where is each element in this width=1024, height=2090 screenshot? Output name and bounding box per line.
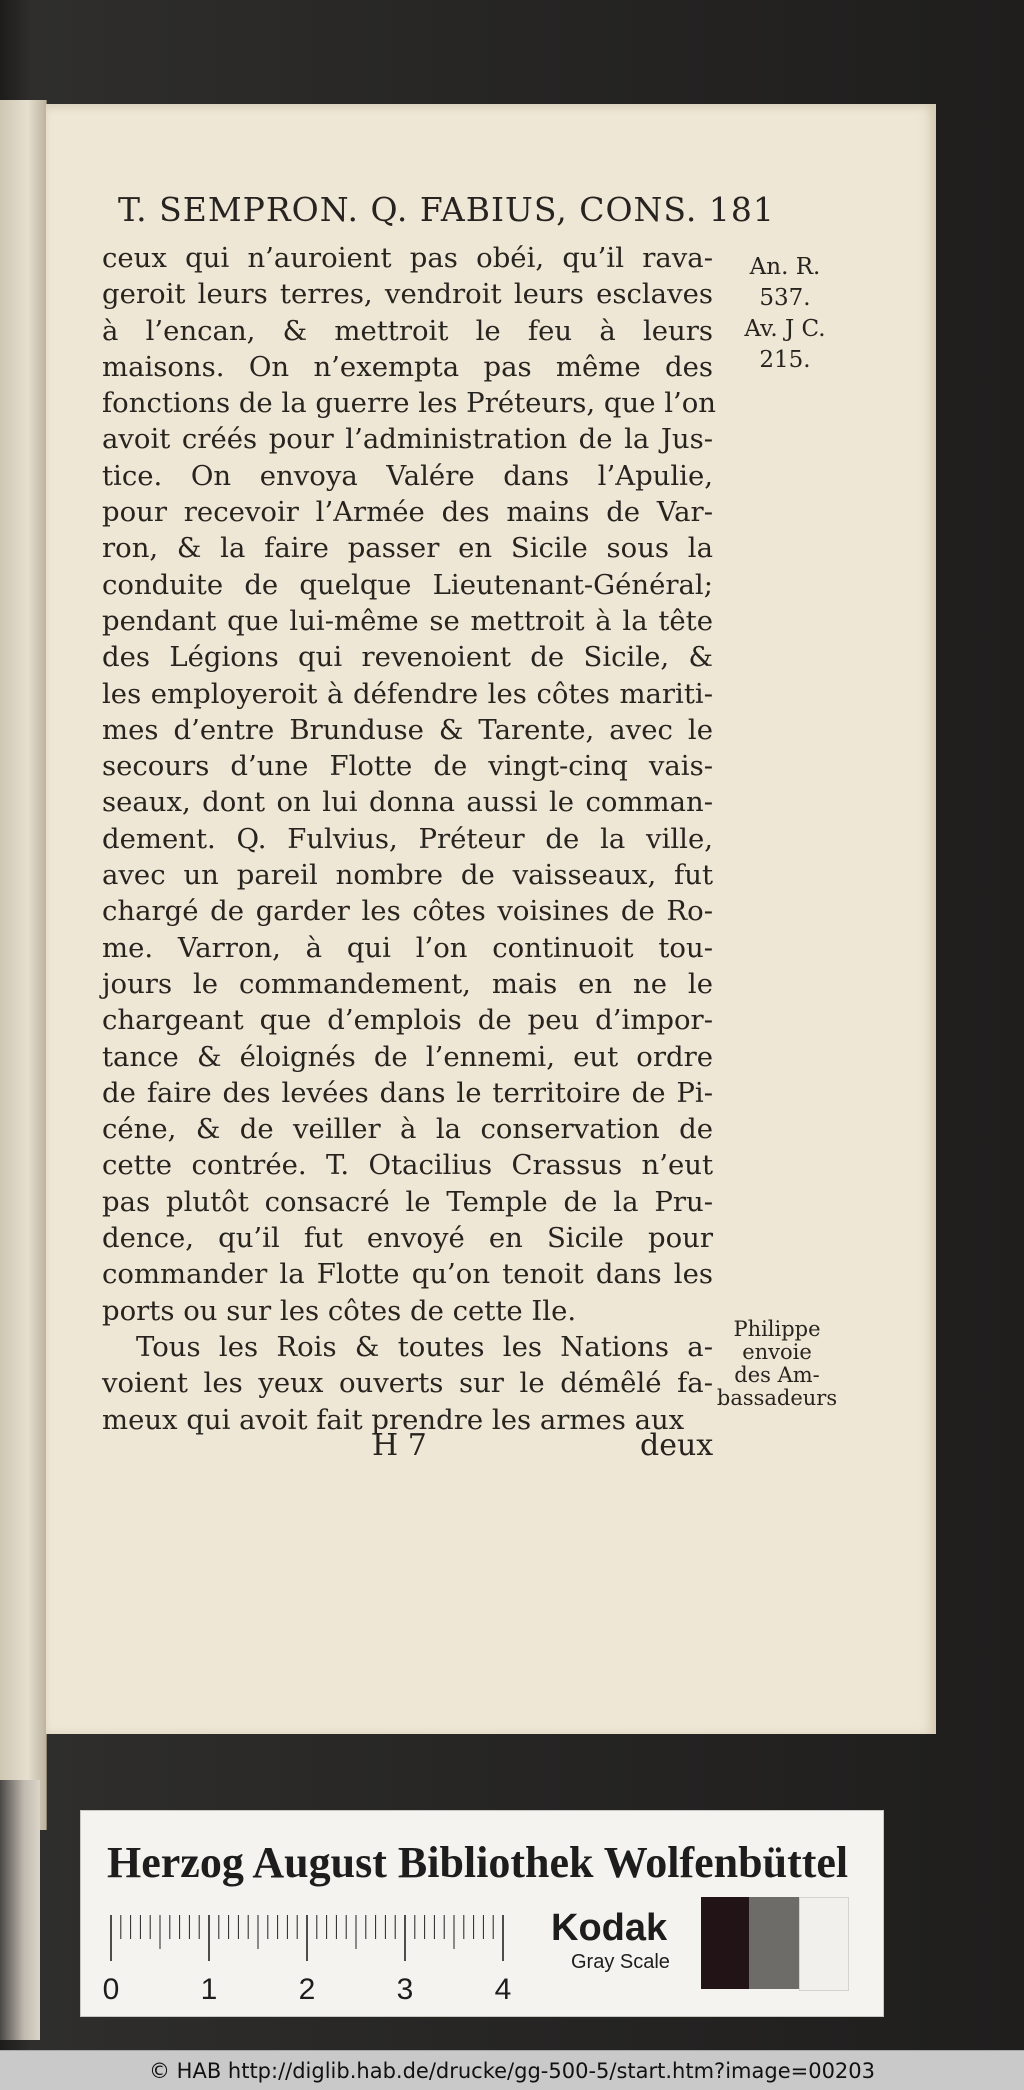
book-spine-edge [0, 1780, 40, 2040]
text-line: pour recevoir l’Armée des mains de Var- [102, 496, 713, 529]
swatch-white [799, 1897, 849, 1991]
text-line: jours le commandement, mais en ne le [102, 967, 713, 1000]
text-line: pas plutôt consacré le Temple de la Pru- [102, 1185, 713, 1218]
text-line: conduite de quelque Lieutenant-Général; [102, 568, 713, 601]
margin-note-line: Av. J C. [744, 316, 826, 342]
catchword: deux [640, 1428, 714, 1463]
margin-note-line: 215. [759, 347, 811, 373]
copyright-link[interactable]: © HAB http://diglib.hab.de/drucke/gg-500-5/start.htm?image=00203 [148, 2059, 876, 2083]
kodak-logo: Kodak [551, 1907, 668, 1949]
text-line: Tous les Rois & toutes les Nations a- [136, 1330, 713, 1363]
text-line: maisons. On n’exempta pas même des [102, 350, 713, 383]
text-line: avoit créés pour l’administration de la Jus- [102, 423, 713, 456]
margin-note-year [730, 252, 840, 376]
text-line: céne, & de veiller à la conservation de [102, 1113, 713, 1146]
text-line: avec un pareil nombre de vaisseaux, fut [102, 859, 713, 892]
ruler-number: 3 [396, 1973, 414, 2006]
text-line: à l’encan, & mettroit le feu à leurs [102, 314, 713, 347]
text-line: ports ou sur les côtes de cette Ile. [102, 1294, 577, 1327]
ruler-number: 4 [494, 1973, 512, 2006]
text-line: chargé de garder les côtes voisines de Ro- [102, 895, 713, 928]
swatch-gray [749, 1897, 799, 1989]
body-text [102, 240, 717, 1438]
adjacent-page-edge [0, 100, 47, 1830]
footer-bar [0, 2050, 1024, 2090]
margin-note-line: An. R. [749, 254, 821, 280]
gray-scale-label: Gray Scale [571, 1951, 670, 1973]
ruler-number: 0 [102, 1973, 120, 2006]
text-line: secours d’une Flotte de vingt-cinq vais- [102, 750, 713, 783]
text-line: ron, & la faire passer en Sicile sous la [102, 532, 713, 565]
color-calibration-card [80, 1810, 884, 2017]
ruler-number: 1 [200, 1973, 218, 2006]
text-line: tice. On envoya Valére dans l’Apulie, [102, 459, 713, 492]
margin-note-line: 537. [759, 285, 811, 311]
text-line: cette contrée. T. Otacilius Crassus n’eut [102, 1149, 713, 1182]
text-line: geroit leurs terres, vendroit leurs esclaves [102, 278, 713, 311]
text-line: tance & éloignés de l’ennemi, eut ordre [102, 1040, 713, 1073]
signature-mark: H 7 [372, 1428, 427, 1463]
text-line: voient les yeux ouverts sur le démêlé fa- [102, 1367, 713, 1400]
margin-note-subject [712, 1318, 842, 1410]
text-line: mes d’entre Brunduse & Tarente, avec le [102, 713, 713, 746]
institution-name: Herzog August Bibliothek Wolfenbüttel [107, 1838, 849, 1887]
text-line: de faire des levées dans le territoire de Pi- [102, 1076, 713, 1109]
swatch-black [701, 1897, 749, 1989]
text-line: dement. Q. Fulvius, Préteur de la ville, [102, 822, 713, 855]
text-line: pendant que lui-même se mettroit à la tête [102, 604, 713, 637]
text-line: dence, qu’il fut envoyé en Sicile pour [102, 1222, 713, 1255]
margin-note-line: envoie [742, 1340, 812, 1364]
ruler-number: 2 [298, 1973, 316, 2006]
text-line: seaux, dont on lui donna aussi le comman- [102, 786, 713, 819]
text-line: commander la Flotte qu’on tenoit dans les [102, 1258, 713, 1291]
text-line: fonctions de la guerre les Préteurs, que l’on [102, 387, 717, 420]
margin-note-line: des Am- [734, 1363, 820, 1387]
text-line: ceux qui n’auroient pas obéi, qu’il rava- [102, 242, 713, 274]
text-line: les employeroit à défendre les côtes mariti- [102, 677, 713, 710]
ruler [102, 1911, 512, 2006]
margin-note-line: bassadeurs [716, 1386, 838, 1410]
text-line: chargeant que d’emplois de peu d’impor- [102, 1004, 713, 1037]
text-line: me. Varron, à qui l’on continuoit tou- [102, 931, 713, 964]
running-head: T. SEMPRON. Q. FABIUS, CONS. 181 [118, 190, 775, 229]
margin-note-line: Philippe [733, 1317, 821, 1341]
text-line: meux qui avoit fait prendre les armes aux [102, 1403, 685, 1436]
text-line: des Légions qui revenoient de Sicile, & [102, 641, 713, 674]
